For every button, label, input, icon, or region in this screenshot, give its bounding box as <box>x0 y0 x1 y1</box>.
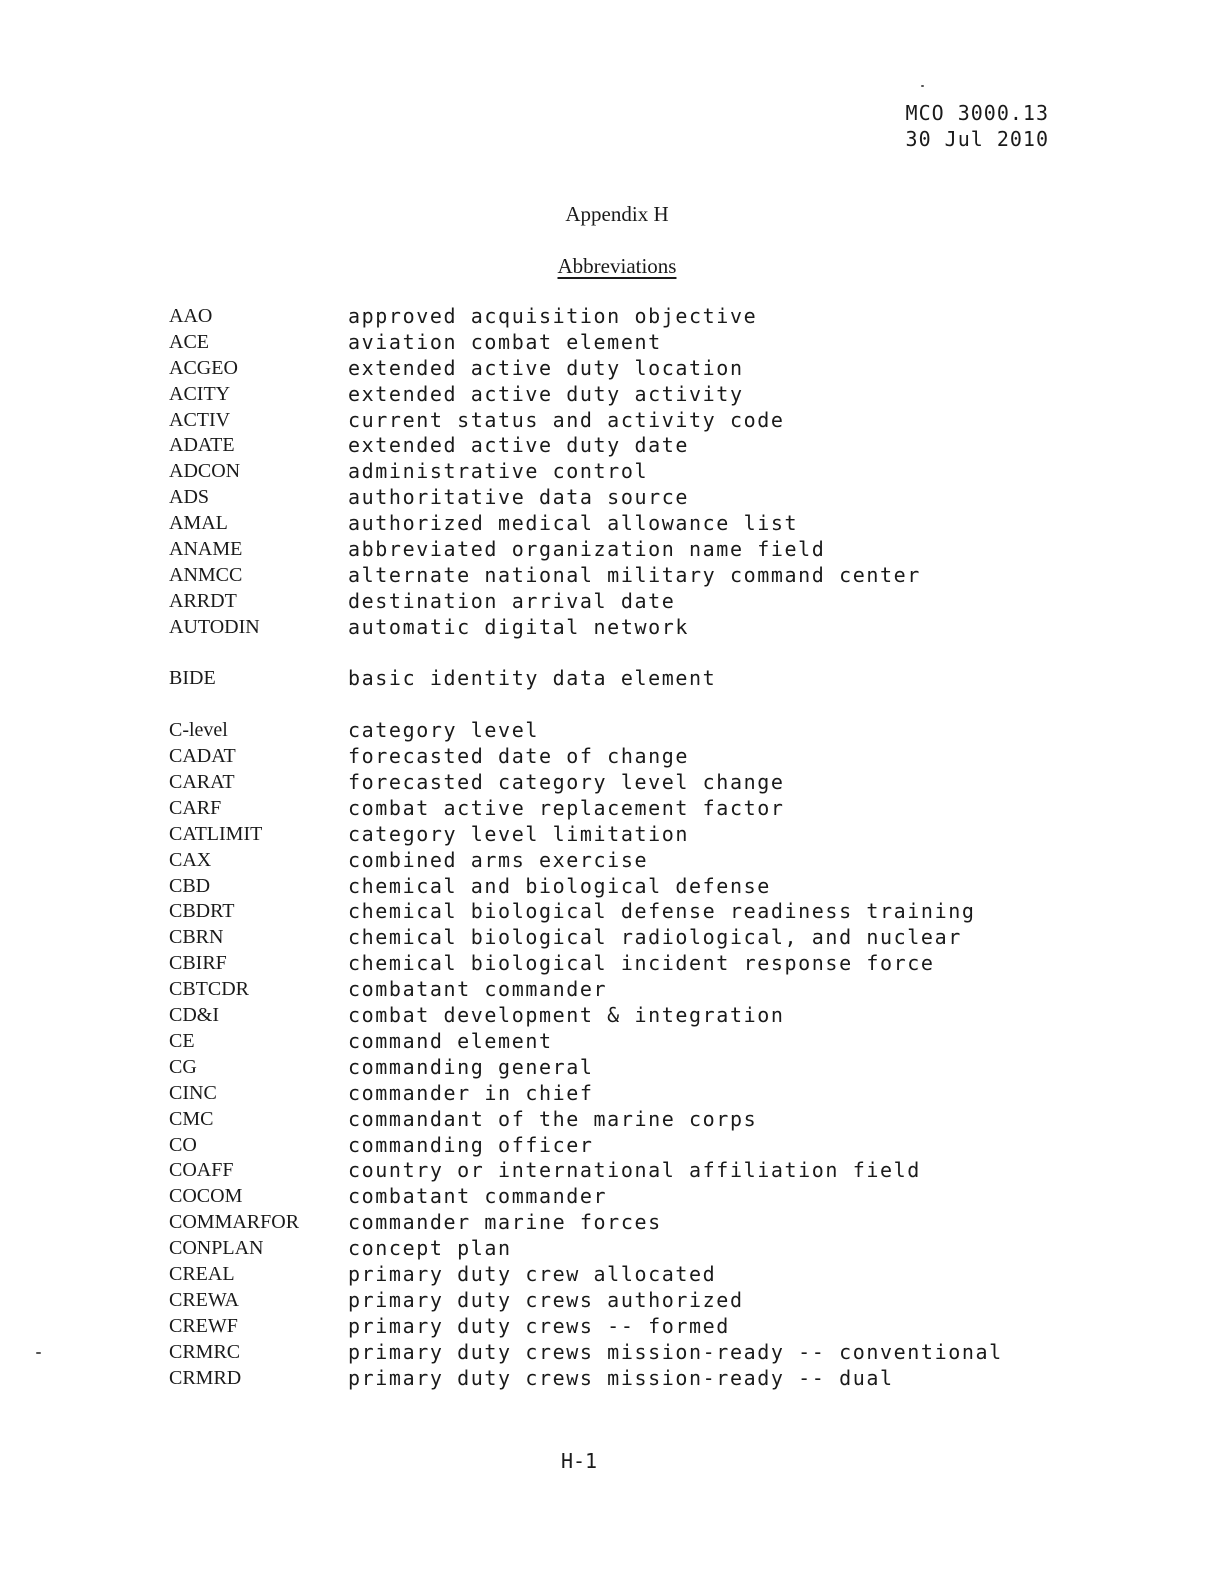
abbreviation-code: CMC <box>169 1107 214 1130</box>
abbreviation-row <box>169 925 1069 951</box>
document-reference <box>906 100 1049 152</box>
abbreviation-row <box>169 1366 1069 1392</box>
abbreviation-code: COAFF <box>169 1159 234 1182</box>
abbreviation-code: ANMCC <box>169 563 243 586</box>
abbreviation-code: AAO <box>169 305 213 327</box>
abbreviation-definition: chemical biological defense readiness training <box>348 899 976 924</box>
abbreviation-row <box>169 459 1069 485</box>
abbreviation-list <box>169 304 1069 1391</box>
abbreviation-definition: extended active duty location <box>348 355 744 380</box>
abbreviation-row <box>169 1003 1069 1029</box>
abbreviation-row <box>169 666 1069 692</box>
abbreviation-code: CBIRF <box>169 952 227 975</box>
scan-speck <box>36 1352 41 1354</box>
abbreviation-row <box>169 563 1069 589</box>
abbreviation-definition: authoritative data source <box>348 485 690 510</box>
abbreviation-definition: country or international affiliation field <box>348 1158 921 1183</box>
abbreviation-definition: administrative control <box>348 459 649 484</box>
abbreviation-row <box>169 1210 1069 1236</box>
abbreviation-row <box>169 1081 1069 1107</box>
abbreviation-row <box>169 822 1069 848</box>
order-date: 30 Jul 2010 <box>905 127 1049 151</box>
abbreviation-code: CARF <box>169 796 222 819</box>
abbreviation-code: BIDE <box>169 667 216 690</box>
abbreviation-definition: basic identity data element <box>348 666 717 691</box>
abbreviation-row <box>169 1133 1069 1159</box>
abbreviation-definition: category level limitation <box>348 821 690 846</box>
abbreviation-row <box>169 848 1069 874</box>
page-number: H-1 <box>560 1449 598 1473</box>
abbreviation-code: AMAL <box>169 512 228 535</box>
abbreviation-row <box>169 1107 1069 1133</box>
abbreviation-code: CRMRD <box>169 1366 242 1389</box>
abbreviation-code: CRMRC <box>169 1340 241 1363</box>
abbreviation-definition: destination arrival date <box>348 588 676 613</box>
abbreviation-definition: forecasted category level change <box>348 770 785 795</box>
abbreviation-definition: chemical biological radiological, and nuclear <box>348 925 962 950</box>
abbreviation-row <box>169 744 1069 770</box>
abbreviation-code: CINC <box>169 1081 217 1104</box>
abbreviation-code: ADATE <box>169 434 235 457</box>
abbreviation-code: CD&I <box>169 1004 219 1027</box>
abbreviation-code: CADAT <box>169 745 236 768</box>
abbreviation-definition: abbreviated organization name field <box>348 537 826 562</box>
abbreviation-code: CREWA <box>169 1288 239 1311</box>
abbreviation-row <box>169 382 1069 408</box>
abbreviation-definition: primary duty crews mission-ready -- conventional <box>348 1339 1003 1364</box>
abbreviation-definition: approved acquisition objective <box>348 304 758 328</box>
abbreviation-row <box>169 408 1069 434</box>
abbreviation-code: ACITY <box>169 382 231 405</box>
abbreviation-definition: authorized medical allowance list <box>348 511 799 536</box>
abbreviation-row <box>169 874 1069 900</box>
section-title <box>0 252 1224 280</box>
order-number: MCO 3000.13 <box>905 101 1049 125</box>
abbreviation-row <box>169 304 1069 330</box>
abbreviation-row <box>169 796 1069 822</box>
abbreviation-row <box>169 1029 1069 1055</box>
abbreviation-code: CREAL <box>169 1262 235 1285</box>
abbreviation-row <box>169 485 1069 511</box>
abbreviation-definition: primary duty crew allocated <box>348 1261 717 1286</box>
abbreviation-code: CBD <box>169 874 211 897</box>
abbreviation-row <box>169 330 1069 356</box>
abbreviation-definition: concept plan <box>348 1236 512 1261</box>
appendix-title: Appendix H <box>565 202 669 226</box>
abbreviation-definition: primary duty crews -- formed <box>348 1313 730 1338</box>
abbreviation-definition: current status and activity code <box>348 407 785 432</box>
abbreviation-definition: combat development & integration <box>348 1003 785 1028</box>
abbreviation-row <box>169 1184 1069 1210</box>
abbreviation-code: ADCON <box>169 460 241 483</box>
abbreviation-definition: alternate national military command center <box>348 562 921 587</box>
abbreviation-code: CONPLAN <box>169 1237 264 1260</box>
section-title-text: Abbreviations <box>557 254 677 278</box>
abbreviation-row <box>169 537 1069 563</box>
abbreviation-code: CBRN <box>169 926 224 949</box>
abbreviation-row <box>169 615 1069 641</box>
abbreviation-code: ACTIV <box>169 408 231 431</box>
abbreviation-row <box>169 770 1069 796</box>
abbreviation-definition: chemical and biological defense <box>348 873 771 898</box>
scan-speck <box>921 85 924 87</box>
abbreviation-row <box>169 1314 1069 1340</box>
abbreviation-definition: automatic digital network <box>348 614 690 639</box>
abbreviation-definition: primary duty crews mission-ready -- dual <box>348 1365 894 1390</box>
abbreviation-row <box>169 1055 1069 1081</box>
abbreviation-code: AUTODIN <box>169 615 260 638</box>
abbreviation-row <box>169 511 1069 537</box>
abbreviation-definition: aviation combat element <box>348 329 662 354</box>
abbreviation-definition: category level <box>348 718 539 743</box>
abbreviation-code: COMMARFOR <box>169 1211 300 1234</box>
abbreviation-definition: combat active replacement factor <box>348 795 785 820</box>
abbreviation-code: COCOM <box>169 1185 243 1208</box>
abbreviation-code: CAX <box>169 848 212 871</box>
abbreviation-definition: commander marine forces <box>348 1210 662 1235</box>
abbreviation-definition: commander in chief <box>348 1080 594 1105</box>
abbreviation-code: CBDRT <box>169 900 235 923</box>
abbreviation-code: CG <box>169 1055 197 1078</box>
abbreviation-row <box>169 433 1069 459</box>
abbreviation-definition: extended active duty activity <box>348 381 744 406</box>
abbreviation-code: ACGEO <box>169 356 238 379</box>
abbreviation-definition: combined arms exercise <box>348 847 649 872</box>
abbreviation-code: ADS <box>169 486 210 509</box>
abbreviation-code: ANAME <box>169 538 243 561</box>
abbreviation-row <box>169 1158 1069 1184</box>
abbreviation-definition: primary duty crews authorized <box>348 1287 744 1312</box>
abbreviation-definition: commanding general <box>348 1054 594 1079</box>
abbreviation-code: C-level <box>169 719 228 742</box>
abbreviation-definition: combatant commander <box>348 1184 608 1209</box>
abbreviation-definition: forecasted date of change <box>348 744 690 769</box>
abbreviation-row <box>169 1236 1069 1262</box>
abbreviation-row <box>169 1262 1069 1288</box>
abbreviation-code: CATLIMIT <box>169 822 263 845</box>
abbreviation-definition: extended active duty date <box>348 433 690 458</box>
abbreviation-code: ARRDT <box>169 589 237 612</box>
abbreviation-row <box>169 718 1069 744</box>
abbreviation-code: CBTCDR <box>169 978 250 1001</box>
abbreviation-row <box>169 1288 1069 1314</box>
abbreviation-row <box>169 977 1069 1003</box>
abbreviation-definition: chemical biological incident response force <box>348 951 935 976</box>
abbreviation-row <box>169 589 1069 615</box>
abbreviation-code: CO <box>169 1133 197 1156</box>
abbreviation-code: ACE <box>169 330 209 353</box>
abbreviation-row <box>169 951 1069 977</box>
abbreviation-definition: combatant commander <box>348 977 608 1002</box>
abbreviation-code: CARAT <box>169 771 235 794</box>
abbreviation-code: CE <box>169 1029 195 1052</box>
abbreviation-definition: command element <box>348 1028 553 1053</box>
abbreviation-row <box>169 356 1069 382</box>
abbreviation-code: CREWF <box>169 1314 238 1337</box>
abbreviation-row <box>169 1340 1069 1366</box>
abbreviation-definition: commandant of the marine corps <box>348 1106 758 1131</box>
abbreviation-definition: commanding officer <box>348 1132 594 1157</box>
abbreviation-row <box>169 899 1069 925</box>
